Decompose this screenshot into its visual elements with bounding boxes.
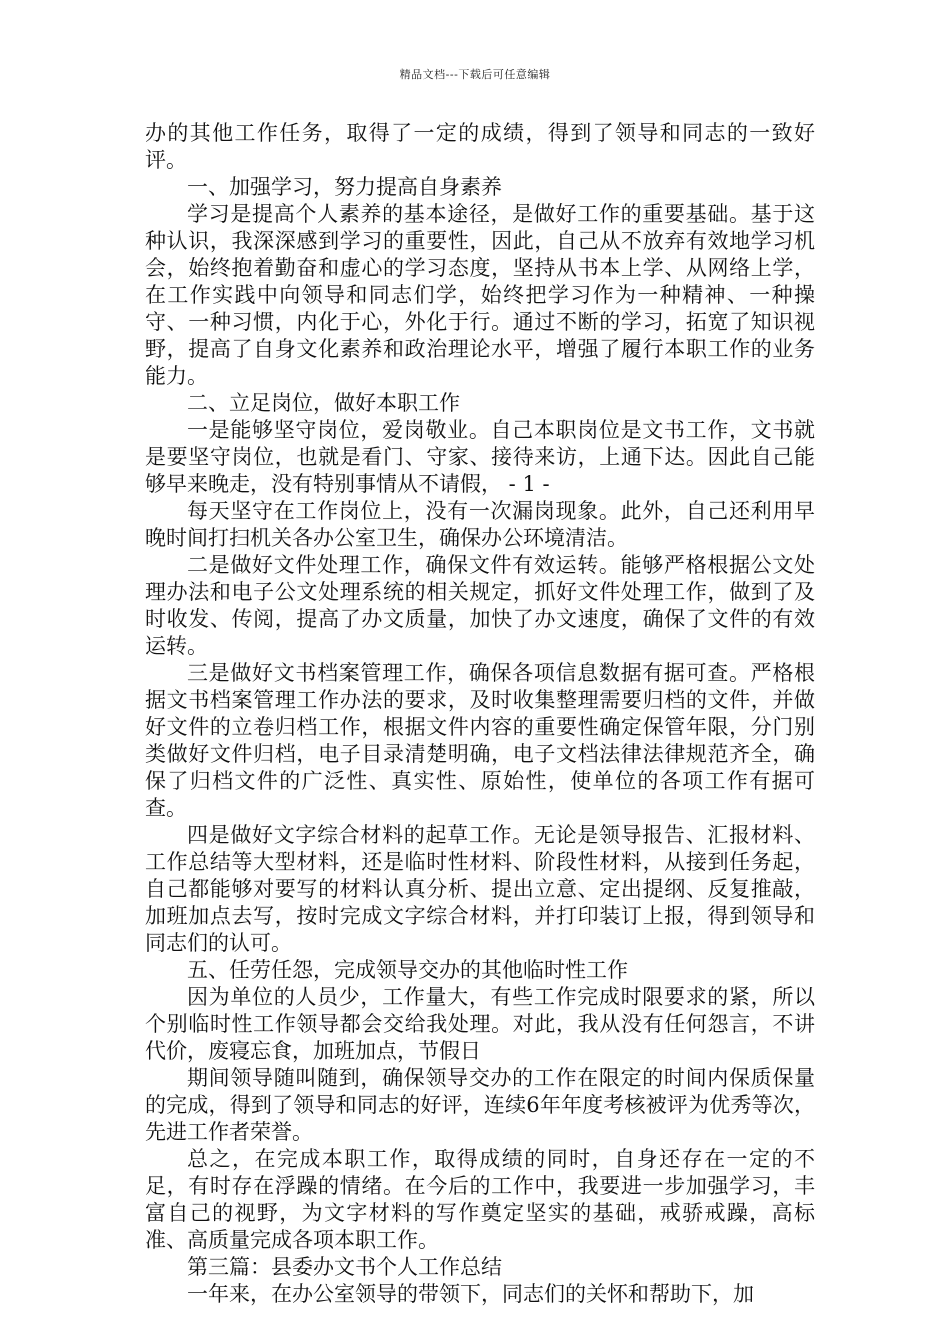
section-heading-2: 二、立足岗位，做好本职工作 (187, 391, 460, 415)
paragraph: 三是做好文书档案管理工作，确保各项信息数据有据可查。严格根据文书档案管理工作办法的要求，及时收集整理需要归档的文件，并做好文件的立卷归档工作，根据文件内容的重要性确定保管年限，分门别类做好文件归档，电子目录清楚明确，电子文档法律法律规范齐全，确保了归档文件的广泛性、真实性、原始性，使单位的各项工作有据可查。 (145, 661, 815, 820)
paragraph: 每天坚守在工作岗位上，没有一次漏岗现象。此外，自己还利用早晚时间打扫机关各办公室卫生，确保办公环境清洁。 (145, 499, 815, 550)
page-header: 精品文档---下载后可任意编辑 (399, 68, 551, 81)
section-heading-1: 一、加强学习，努力提高自身素养 (187, 175, 502, 199)
paragraph: 二是做好文件处理工作，确保文件有效运转。能够严格根据公文处理办法和电子公文处理系统的相关规定，抓好文件处理工作，做到了及时收发、传阅，提高了办文质量，加快了办文速度，确保了文件的有效运转。 (145, 553, 815, 658)
paragraph: 期间领导随叫随到，确保领导交办的工作在限定的时间内保质保量的完成，得到了领导和同志的好评，连续6年年度考核被评为优秀等次，先进工作者荣誉。 (145, 1066, 815, 1144)
section-heading-5: 五、任劳任怨，完成领导交办的其他临时性工作 (187, 958, 628, 982)
document-body (145, 120, 815, 1308)
paragraph: 一年来，在办公室领导的带领下，同志们的关怀和帮助下，加 (187, 1282, 754, 1306)
paragraph-continuation: 办的其他工作任务，取得了一定的成绩，得到了领导和同志的一致好评。 (145, 121, 815, 172)
paragraph: 因为单位的人员少，工作量大，有些工作完成时限要求的紧，所以个别临时性工作领导都会交给我处理。对此，我从没有任何怨言，不讲代价，废寝忘食，加班加点，节假日 (145, 985, 815, 1063)
paragraph: 一是能够坚守岗位，爱岗敬业。自己本职岗位是文书工作，文书就是要坚守岗位，也就是看门、守家、接待来访，上通下达。因此自己能够早来晚走，没有特别事情从不请假， - 1 - (145, 418, 815, 496)
paragraph: 学习是提高个人素养的基本途径，是做好工作的重要基础。基于这种认识，我深深感到学习的重要性，因此，自己从不放弃有效地学习机会，始终抱着勤奋和虚心的学习态度，坚持从书本上学、从网络上学，在工作实践中向领导和同志们学，始终把学习作为一种精神、一种操守、一种习惯，内化于心，外化于行。通过不断的学习，拓宽了知识视野，提高了自身文化素养和政治理论水平，增强了履行本职工作的业务能力。 (145, 202, 815, 388)
paragraph: 总之，在完成本职工作，取得成绩的同时，自身还存在一定的不足，有时存在浮躁的情绪。在今后的工作中，我要进一步加强学习，丰富自己的视野，为文字材料的写作奠定坚实的基础，戒骄戒躁，高标准、高质量完成各项本职工作。 (145, 1147, 815, 1252)
article-title: 第三篇：县委办文书个人工作总结 (187, 1255, 502, 1279)
paragraph: 四是做好文字综合材料的起草工作。无论是领导报告、汇报材料、工作总结等大型材料，还是临时性材料、阶段性材料，从接到任务起，自己都能够对要写的材料认真分析、提出立意、定出提纲、反复推敲，加班加点去写，按时完成文字综合材料，并打印装订上报，得到领导和同志们的认可。 (145, 823, 815, 955)
